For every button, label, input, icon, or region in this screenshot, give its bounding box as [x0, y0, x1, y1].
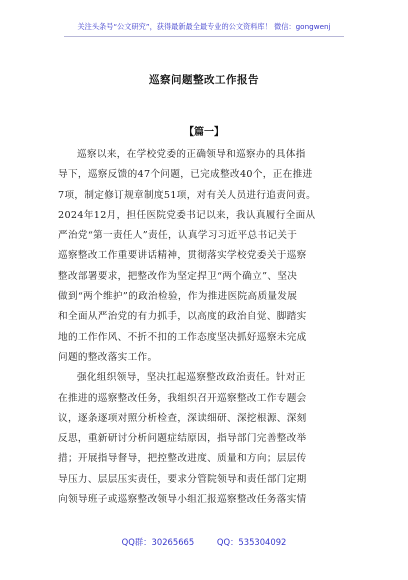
paragraph-line: 议，逐条逐项对照分析检查，深读细研、深挖根源、深刻: [58, 412, 307, 424]
paragraph-line: 巡察整改工作重要讲话精神，贯彻落实学校党委关于巡察: [58, 250, 307, 262]
paragraph-line: 向领导班子或巡察整改领导小组汇报巡察整改任务落实情: [58, 494, 307, 506]
paragraph-line: 做到“两个维护”的政治检验，作为推进医院高质量发展: [58, 291, 298, 303]
header-divider: [64, 36, 344, 37]
qq-number: QQ：535304092: [216, 537, 287, 547]
paragraph-line: 严治党“第一责任人”责任，认真学习习近平总书记关于: [58, 230, 298, 242]
paragraph-line: 7项，制定修订规章制度51项，对有关人员进行追责问责。: [58, 189, 317, 201]
paragraph-line: 地的工作作风、不折不扣的工作态度坚决抓好巡察未完成: [58, 331, 307, 343]
paragraph-line: 和全面从严治党的有力抓手，以高度的政治自觉、脚踏实: [58, 311, 307, 323]
footer-contact: [0, 536, 408, 548]
paragraph-line: 在推进的巡察整改任务，我组织召开巡察整改工作专题会: [58, 392, 307, 404]
body-text: [58, 145, 354, 510]
paragraph-line: 整改部署要求，把整改作为坚定捍卫“两个确立”、坚决: [58, 270, 298, 282]
header-note: 关注头条号“公文研究”，获得最新最全最专业的公文资料库！ 微信：gongwenj: [77, 22, 331, 31]
paragraph-line: 反思，重新研讨分析问题症结原因，指导部门完善整改举: [58, 433, 307, 445]
paragraph-line: 问题的整改落实工作。: [58, 351, 158, 363]
paragraph-line: 强化组织领导，坚决扛起巡察整改政治责任。针对正: [77, 372, 306, 384]
section-label: 【篇一】: [184, 127, 224, 138]
paragraph-line: 导压力、层层压实责任，要求分管院领导和责任部门定期: [58, 473, 307, 485]
paragraph-line: 措；开展指导督导，把控整改进度、质量和方向；层层传: [58, 453, 307, 465]
document-title: 巡察问题整改工作报告: [149, 74, 259, 86]
paragraph-line: 巡察以来，在学校党委的正确领导和巡察办的具体指: [77, 149, 306, 160]
paragraph-line: 2024年12月，担任医院党委书记以来，我认真履行全面从: [58, 209, 316, 221]
qq-group-number: QQ群：30265665: [121, 537, 195, 547]
paragraph-line: 导下，巡察反馈的47个问题，已完成整改40个，正在推进: [58, 169, 313, 181]
